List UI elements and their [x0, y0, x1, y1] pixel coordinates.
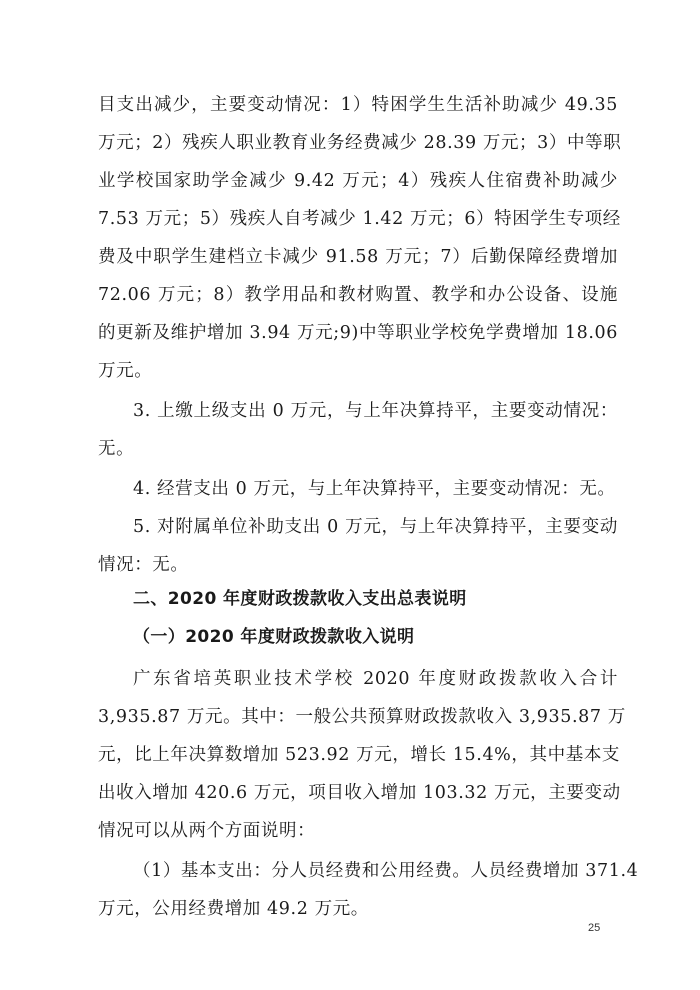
text-line: 3. 上缴上级支出 0 万元，与上年决算持平，主要变动情况： [133, 401, 618, 421]
text-line: 7.53 万元；5）残疾人自考减少 1.42 万元；6）特困学生专项经 [98, 209, 621, 229]
text-line: 5. 对附属单位补助支出 0 万元，与上年决算持平，主要变动 [133, 517, 618, 537]
text-line: 元，比上年决算数增加 523.92 万元，增长 15.4%，其中基本支 [98, 745, 621, 765]
text-line: 出收入增加 420.6 万元，项目收入增加 103.32 万元，主要变动 [98, 783, 621, 803]
text-line: （1）基本支出：分人员经费和公用经费。人员经费增加 371.4 [133, 861, 639, 881]
text-line: 万元；2）残疾人职业教育业务经费减少 28.39 万元；3）中等职 [98, 133, 622, 153]
text-line: 目支出减少，主要变动情况：1）特困学生生活补助减少 49.35 [98, 95, 618, 115]
text-line: 72.06 万元；8）教学用品和教材购置、教学和办公设备、设施 [98, 285, 618, 305]
subsection-heading: （一）2020 年度财政拨款收入说明 [133, 627, 415, 647]
section-heading: 二、2020 年度财政拨款收入支出总表说明 [133, 589, 467, 609]
text-line: 4. 经营支出 0 万元，与上年决算持平，主要变动情况：无。 [133, 479, 616, 499]
text-line: 万元。 [98, 361, 153, 381]
page-number: 25 [588, 922, 601, 934]
text-line: 情况可以从两个方面说明： [98, 821, 316, 841]
text-line: 的更新及维护增加 3.94 万元;9)中等职业学校免学费增加 18.06 [98, 323, 618, 343]
text-line: 3,935.87 万元。其中：一般公共预算财政拨款收入 3,935.87 万 [98, 707, 626, 727]
text-line: 费及中职学生建档立卡减少 91.58 万元；7）后勤保障经费增加 [98, 247, 618, 267]
text-line: 广东省培英职业技术学校 2020 年度财政拨款收入合计 [133, 669, 618, 689]
text-line: 无。 [98, 439, 135, 459]
text-line: 业学校国家助学金减少 9.42 万元；4）残疾人住宿费补助减少 [98, 171, 618, 191]
text-line: 情况：无。 [98, 555, 189, 575]
text-line: 万元，公用经费增加 49.2 万元。 [98, 899, 369, 919]
